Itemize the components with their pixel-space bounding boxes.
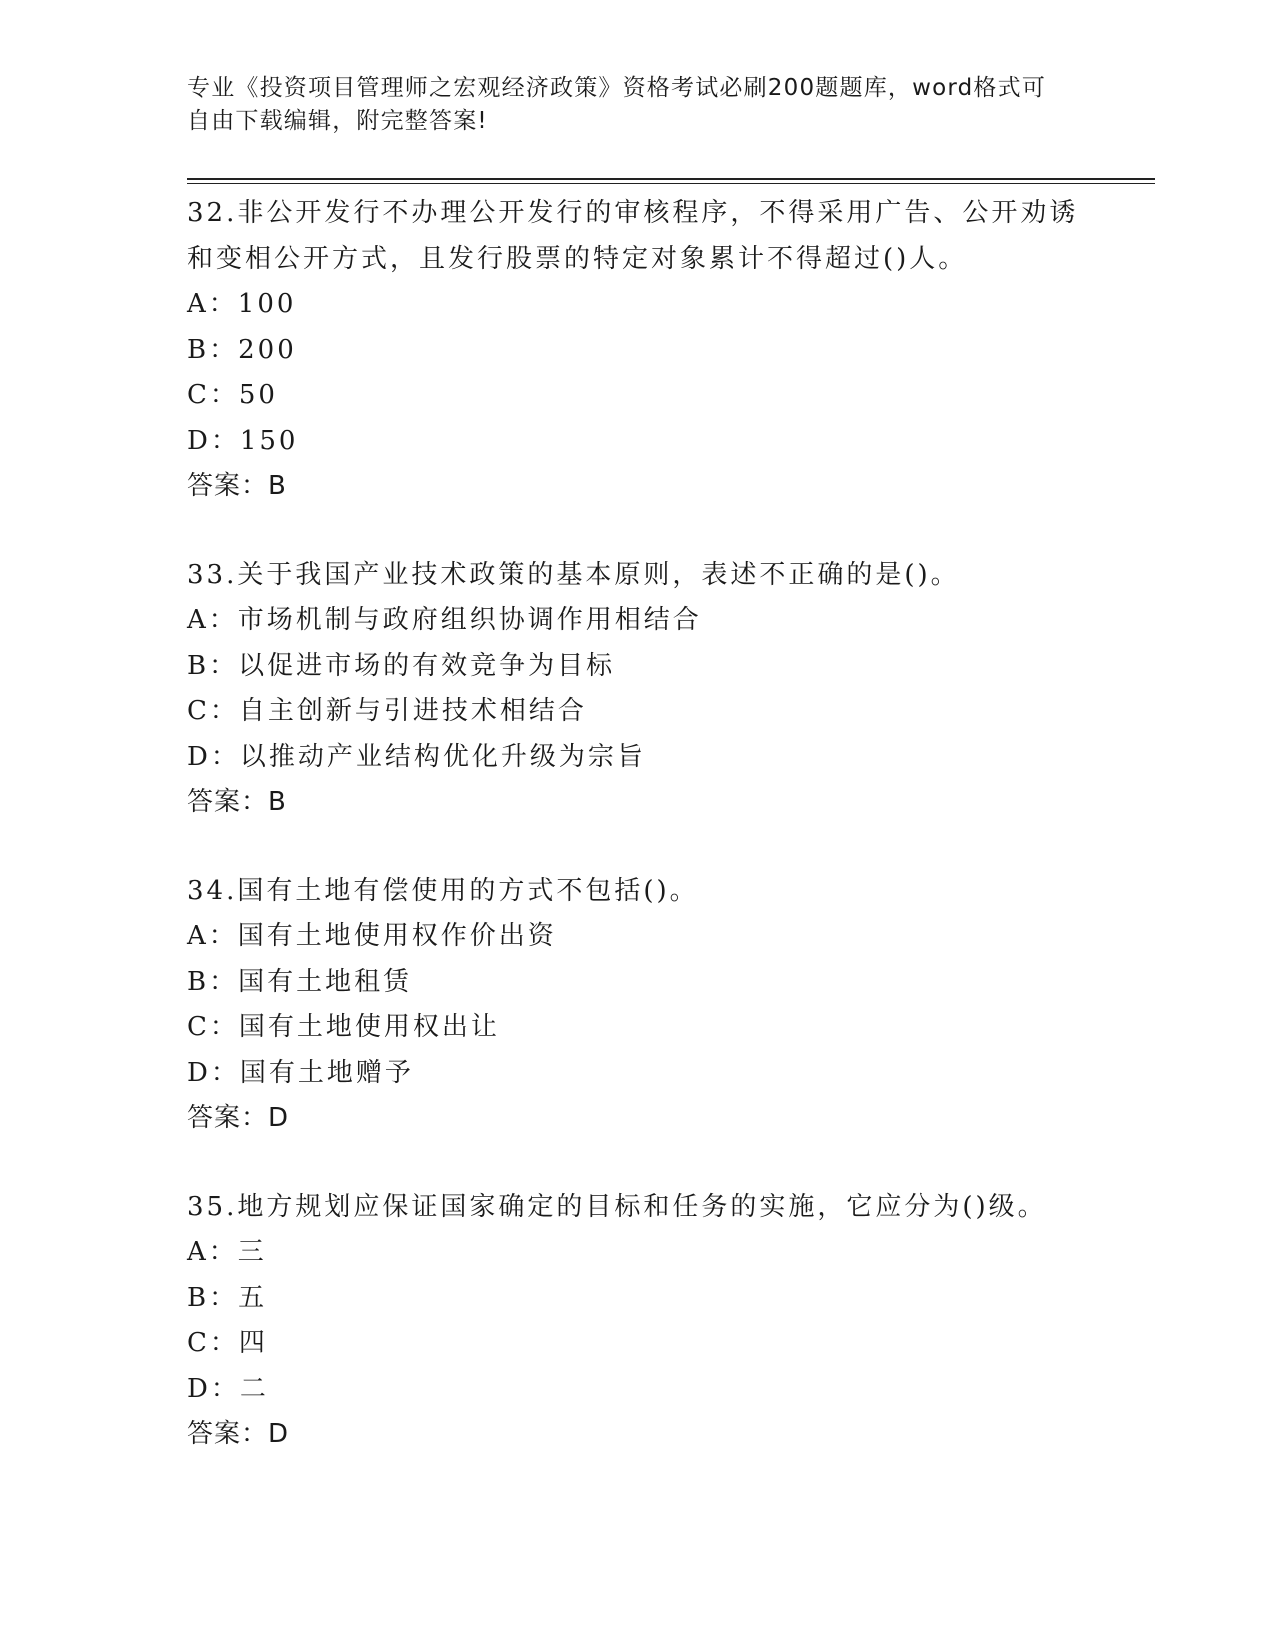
option-a: A：100	[187, 289, 297, 319]
question-spacer	[187, 509, 1087, 552]
question-stem-continued: 和变相公开方式，且发行股票的特定对象累计不得超过()人。	[187, 244, 968, 274]
answer-line: 答案：D	[187, 1103, 290, 1133]
answer-line: 答案：B	[187, 787, 287, 817]
option-b: B：国有土地租赁	[187, 966, 413, 997]
question-stem: 33.关于我国产业技术政策的基本原则，表述不正确的是()。	[187, 560, 960, 590]
question-stem: 34.国有土地有偿使用的方式不包括()。	[187, 876, 699, 906]
option-d: D：国有土地赠予	[187, 1057, 414, 1088]
option-c: C：国有土地使用权出让	[187, 1012, 500, 1042]
option-a: A：市场机制与政府组织协调作用相结合	[187, 605, 702, 635]
option-b: B：200	[187, 334, 297, 365]
option-d: D：二	[187, 1373, 269, 1404]
option-b: B：五	[187, 1282, 268, 1313]
question-spacer	[187, 1141, 1087, 1184]
header-divider-thin	[187, 183, 1155, 184]
option-d: D：以推动产业结构优化升级为宗旨	[187, 741, 646, 772]
question-35	[187, 1184, 1087, 1457]
answer-line: 答案：D	[187, 1419, 290, 1449]
option-c: C：自主创新与引进技术相结合	[187, 696, 587, 726]
option-c: C：50	[187, 380, 278, 410]
document-header	[187, 72, 1067, 138]
question-32	[187, 190, 1087, 509]
option-a: A：国有土地使用权作价出资	[187, 921, 557, 951]
question-list	[187, 190, 1087, 1457]
header-line-1: 专业《投资项目管理师之宏观经济政策》资格考试必刷200题题库，word格式可	[187, 75, 1047, 101]
option-b: B：以促进市场的有效竞争为目标	[187, 650, 616, 681]
header-line-2: 自由下载编辑，附完整答案!	[187, 108, 488, 134]
option-d: D：150	[187, 425, 299, 456]
question-stem: 32.非公开发行不办理公开发行的审核程序，不得采用广告、公开劝诱	[187, 198, 1079, 228]
question-34	[187, 868, 1087, 1141]
option-a: A：三	[187, 1237, 267, 1267]
question-spacer	[187, 825, 1087, 868]
question-33	[187, 552, 1087, 825]
answer-line: 答案：B	[187, 471, 287, 501]
question-stem: 35.地方规划应保证国家确定的目标和任务的实施，它应分为()级。	[187, 1192, 1047, 1222]
header-divider-thick	[187, 178, 1155, 180]
option-c: C：四	[187, 1328, 268, 1358]
